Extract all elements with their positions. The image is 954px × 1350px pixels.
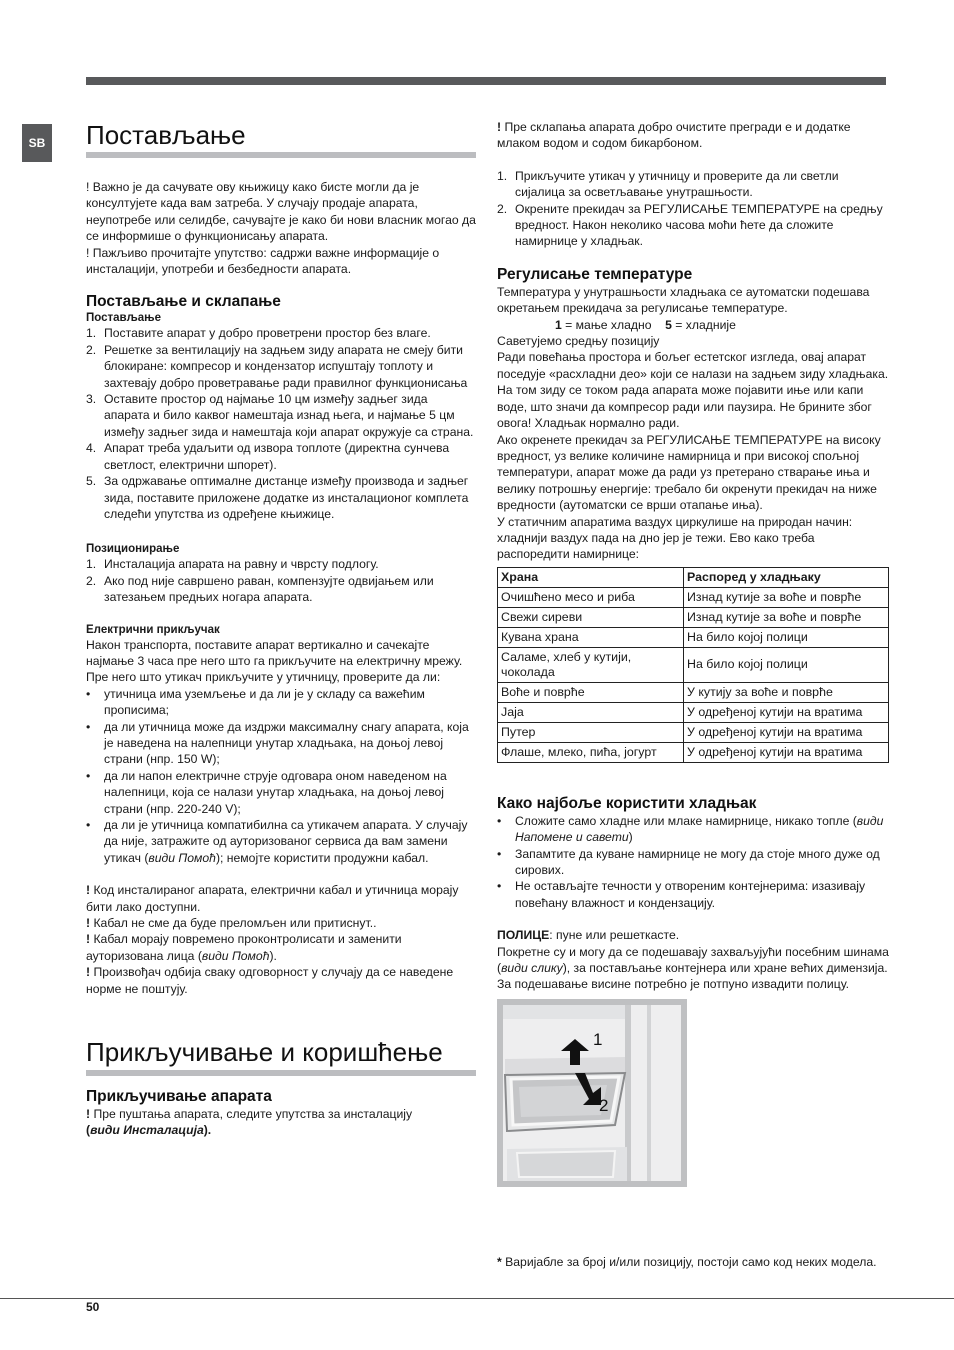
intro-paragraph-1: ! Важно је да сачувате ову књижицу како бисте могли да је консултујете када вам затреба. У случају продаје апарата, неупотребе или селидбе, сачувајте је како би нови власник могао да се информише о функционисању апарата.	[86, 180, 476, 244]
language-tab: SB	[22, 124, 52, 162]
list-item: 4. Апарат треба удаљити од извора топлоте (директна сунчева светлост, електрични шпорет).	[86, 441, 450, 472]
figure-label-1: 1	[593, 1029, 603, 1049]
intro-paragraph-2: ! Пажљиво прочитајте упутство: садржи важне информације о инсталацији, употреби и безбедности апарата.	[86, 245, 440, 277]
table-row: Очишћено месо и риба Изнад кутије за воће и поврће	[498, 587, 889, 607]
subsection-title-connecting: Прикључивање апарата	[86, 1088, 272, 1106]
temperature-paragraph-2: Саветујемо средњу позицију	[497, 334, 660, 349]
right-column	[497, 119, 889, 1187]
cleaning-note: ! Пре склапања апарата добро очистите прегради е и додатке млаком водом и содом бикарбоном.	[497, 120, 851, 151]
minor-heading-placement: Постављање	[86, 312, 161, 325]
electrical-intro: Након транспорта, поставите апарат вертикално и сачекајте најмање 3 часа пре него што га прикључите на електричну мрежу. Пре него што утикач прикључите у утичницу, проверите да ли:	[86, 637, 463, 685]
list-item: 2. Решетке за вентилацију на задњем зиду апарата не смеју бити блокиране: компресор и кондензатор испуштају топлоту и захтевају добро проветравање ради правилног функционисања	[86, 342, 468, 390]
list-item: • утичница има уземљење и да ли је у складу са важећим прописима;	[86, 686, 425, 718]
list-item: 1. Прикључите утикач у утичницу и проверите да ли светли сијалица за осветљавање унутрашњости.	[497, 168, 839, 200]
temperature-paragraph-4: Ако окренете прекидач за РЕГУЛИСАЊЕ ТЕМПЕРАТУРЕ на високу вредност, уз велике количине намирница и при високој спољној температури, апарат може да ради уз претерано стварање иња и велику потрошњу енергије: требало би окренути прекидач на ниже вредности (аутоматски се врши отапање иња).	[497, 432, 881, 513]
column-header: Храна	[498, 567, 684, 587]
temperature-paragraph-1: Температура у унутрашњости хладњака се аутоматски подешава окретањем прекидача за регулисање температуре.	[497, 284, 870, 316]
table-row: Флаше, млеко, пића, јогурт У одређеној кутији на вратима	[498, 742, 889, 762]
minor-heading-levelling: Позиционирање	[86, 543, 180, 556]
shelf-illustration	[497, 999, 687, 1187]
figure-label-2: 2	[599, 1095, 609, 1115]
left-column	[86, 118, 476, 1139]
levelling-list	[86, 556, 476, 605]
footer-rule	[0, 1298, 954, 1299]
list-item: • Запамтите да куване намирнице не могу да стоје много дуже од сирових.	[497, 846, 880, 877]
temperature-paragraph-3: Ради повећања простора и бољег естетског изгледа, овај апарат поседује «расхладни део» који се налази на задњем зиду хладњака. На том зиду се током рада апарата може појавити иње или капи воде, што значи да компресор ради или паузира. Не брините због овога! Хладњак нормално ради.	[497, 350, 889, 431]
list-item: 5. За одржавање оптималне дистанце између производа и задњег зида, поставите приложене додатке из инсталационог комплета следећи упутства из одређене књижице.	[86, 474, 469, 521]
table-row: Свежи сиреви Изнад кутије за воће и поврће	[498, 607, 889, 627]
minor-heading-electrical-connection: Електрични прикључак	[86, 623, 220, 636]
electrical-checklist	[86, 686, 476, 866]
list-item: • Не остављајте течности у отвореним контејнерима: изазивају повећану влажност и кондензацију.	[497, 879, 866, 910]
list-item: 2. Ако под није савршено раван, компензујте одвијањем или затезањем предњих ногара апарата.	[86, 573, 434, 605]
shelves-paragraph-2: Покретне су и могу да се подешавају захваљујући посебним шинама (види слику), за постављање контејнера или хране већих димензија. За подешавање висине потребно је потпуно извадити полицу.	[497, 944, 889, 992]
warning-4: ! Произвођач одбија сваку одговорност у случају да се наведене норме не поштују.	[86, 965, 454, 996]
shelves-paragraph-1: ПОЛИЦЕ: пуне или решеткасте.	[497, 928, 680, 943]
subsection-title-positioning-assembly: Постављање и склапање	[86, 293, 281, 311]
table-row: Воће и поврће У кутију за воће и поврће	[498, 682, 889, 702]
list-item: • да ли је утичница компатибилна са утикачем апарата. У случају да није, затражите од ауторизованог сервиса да вам замени утикач (види Помоћ); немојте користити продужни кабал.	[86, 818, 468, 865]
shelf-removal-figure	[497, 999, 687, 1187]
list-item: 1. Поставите апарат у добро проветрени простор без влаге.	[86, 326, 431, 341]
warning-3: ! Кабал морају повремено проконтролисати и заменити ауторизована лица (види Помоћ).	[86, 932, 402, 963]
start-note: ! Пре пуштања апарата, следите упутства за инсталацију (види Инсталација).	[86, 1107, 413, 1138]
list-item: 3. Оставите простор од најмање 10 цм између задњег зида апарата и било каквог намештаја изнад њега, и најмање 5 цм између задњег зида и намештаја који апарат окружује са страна.	[86, 392, 474, 439]
table-row: Путер У одређеној кутији на вратима	[498, 722, 889, 742]
startup-steps	[497, 168, 889, 250]
page-number: 50	[86, 1300, 100, 1314]
footnote: * Варијабле за број и/или позицију, постоји само код неких модела.	[497, 1255, 877, 1269]
placement-list	[86, 325, 476, 522]
list-item: • Сложите само хладне или млаке намирнице, никако топле (види Напомене и савети)	[497, 813, 884, 845]
table-row: Кувана храна На било којој полици	[498, 627, 889, 647]
list-item: • да ли утичница може да издржи максималну снагу апарата, која је наведена на налепници унутар хладњака, на доњој левој страни (нпр. 150 W);	[86, 719, 469, 767]
table-row: Саламе, хлеб у кутији, чоколада На било којој полици	[498, 647, 889, 682]
list-item: 2. Окрените прекидач за РЕГУЛИСАЊЕ ТЕМПЕРАТУРЕ на средњу вредност. Након неколико часова моћи ћете да сложите намирнице у хладњак.	[497, 201, 883, 249]
table-row: Јаја У одређеној кутији на вратима	[498, 702, 889, 722]
section-title-installation: Постављање	[86, 118, 476, 158]
list-item: 1. Инсталација апарата на равну и чврсту подлогу.	[86, 557, 379, 572]
warning-2: ! Кабал не сме да буде преломљен или притиснут..	[86, 916, 377, 931]
column-header: Распоред у хладњаку	[684, 567, 889, 587]
table-header-row	[498, 567, 889, 587]
temperature-paragraph-5: У статичним апаратима ваздух циркулише на природан начин: хладнији ваздух пада на дно јер је тежи. Ево како треба распоредити намирнице:	[497, 514, 853, 562]
list-item: • да ли напон електричне струје одговара оном наведеном на налепници, која се налази унутар хладњака, на доњој левој страни (нпр. 220-240 V);	[86, 768, 447, 816]
section-title-connection-use: Прикључивање и коришћење	[86, 1034, 476, 1076]
top-rule	[86, 77, 886, 85]
subsection-title-best-use: Како најбоље користити хладњак	[497, 794, 757, 812]
subsection-title-temperature: Регулисање температуре	[497, 265, 693, 283]
warning-1: ! Код инсталираног апарата, електрични кабал и утичница морају бити лако доступни.	[86, 883, 459, 914]
best-use-list	[497, 813, 889, 911]
temperature-scale: 1 = мање хладно 5 = хладније	[555, 317, 736, 332]
food-placement-table	[497, 567, 889, 763]
